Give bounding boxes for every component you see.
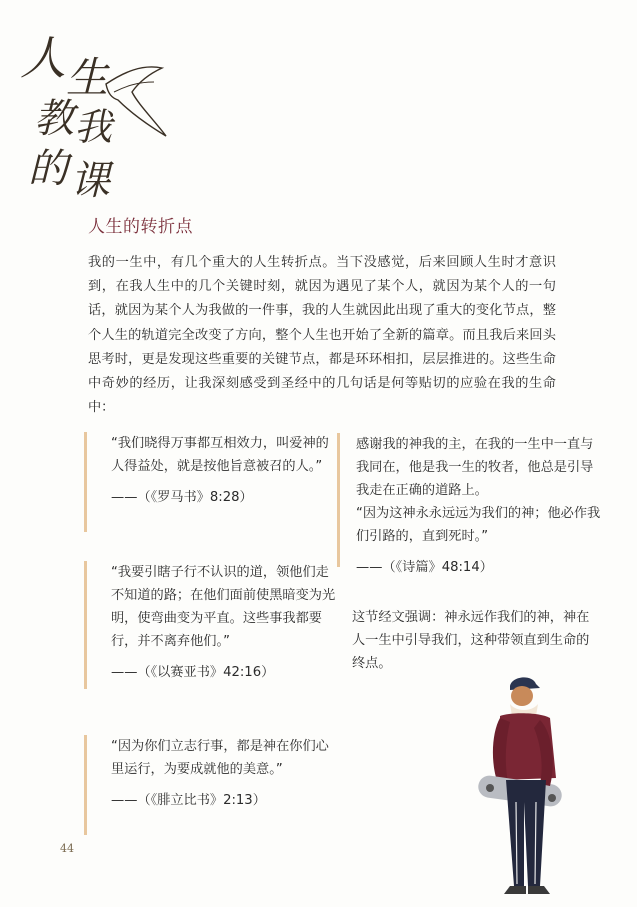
svg-text:人: 人 bbox=[20, 31, 66, 85]
book-logo bbox=[14, 12, 174, 202]
closing-paragraph-block bbox=[352, 606, 592, 675]
intro-paragraph: 我的一生中，有几个重大的人生转折点。当下没感觉，后来回顾人生时才意识到，在我人生中的几个关键时刻，就因为遇见了某个人，就因为某个人的一句话，就因为某个人为我做的一件事，我的人生就因此出现了重大的变化节点，整个人生的轨道完全改变了方向，整个人生也开始了全新的篇章。而且我后来回头思考时，更是发现这些重要的关键节点，都是环环相扣，层层推进的。这些生命中奇妙的经历，让我深刻感受到圣经中的几句话是何等贴切的应验在我的生命中： bbox=[88, 255, 556, 416]
page-number: 44 bbox=[60, 842, 74, 855]
svg-text:我: 我 bbox=[74, 105, 113, 149]
quote-block bbox=[84, 735, 341, 835]
quote-text: “我们晓得万事都互相效力，叫爱神的人得益处，就是按他旨意被召的人。” bbox=[111, 436, 329, 474]
svg-text:教: 教 bbox=[34, 96, 74, 142]
right-paragraph: 感谢我的神我的主，在我的一生中一直与我同在，他是我一生的牧者，他总是引导我走在正确的道路上。 bbox=[356, 437, 594, 498]
quote-reference: ——（《腓立比书》2:13） bbox=[111, 793, 266, 808]
quote-text: “因为你们立志行事，都是神在你们心里运行，为要成就他的美意。” bbox=[111, 739, 329, 777]
right-quote-text: “因为这神永永远远为我们的神；他必作我们引路的，直到死时。” bbox=[356, 506, 601, 544]
quote-block bbox=[84, 561, 341, 689]
quote-reference: ——（《以赛亚书》42:16） bbox=[111, 665, 275, 680]
bird-calligraphy-icon bbox=[14, 12, 174, 202]
section-title: 人生的转折点 bbox=[88, 217, 193, 237]
quote-block bbox=[84, 432, 341, 532]
right-quote-block bbox=[337, 433, 602, 575]
quote-text: “我要引瞎子行不认识的道，领他们走不知道的路；在他们面前使黑暗变为光明，使弯曲变为平直。这些事我都要行，并不离弃他们。” bbox=[111, 565, 336, 649]
right-quote-reference: ——（《诗篇》48:14） bbox=[356, 560, 493, 575]
svg-text:生: 生 bbox=[66, 53, 109, 102]
svg-text:的: 的 bbox=[28, 146, 68, 192]
svg-text:课: 课 bbox=[70, 158, 110, 202]
closing-paragraph: 这节经文强调：神永远作我们的神，神在人一生中引导我们，这种带领直到生命的终点。 bbox=[352, 610, 590, 671]
quote-reference: ——（《罗马书》8:28） bbox=[111, 490, 253, 505]
skateboard-person-illustration bbox=[470, 672, 580, 900]
